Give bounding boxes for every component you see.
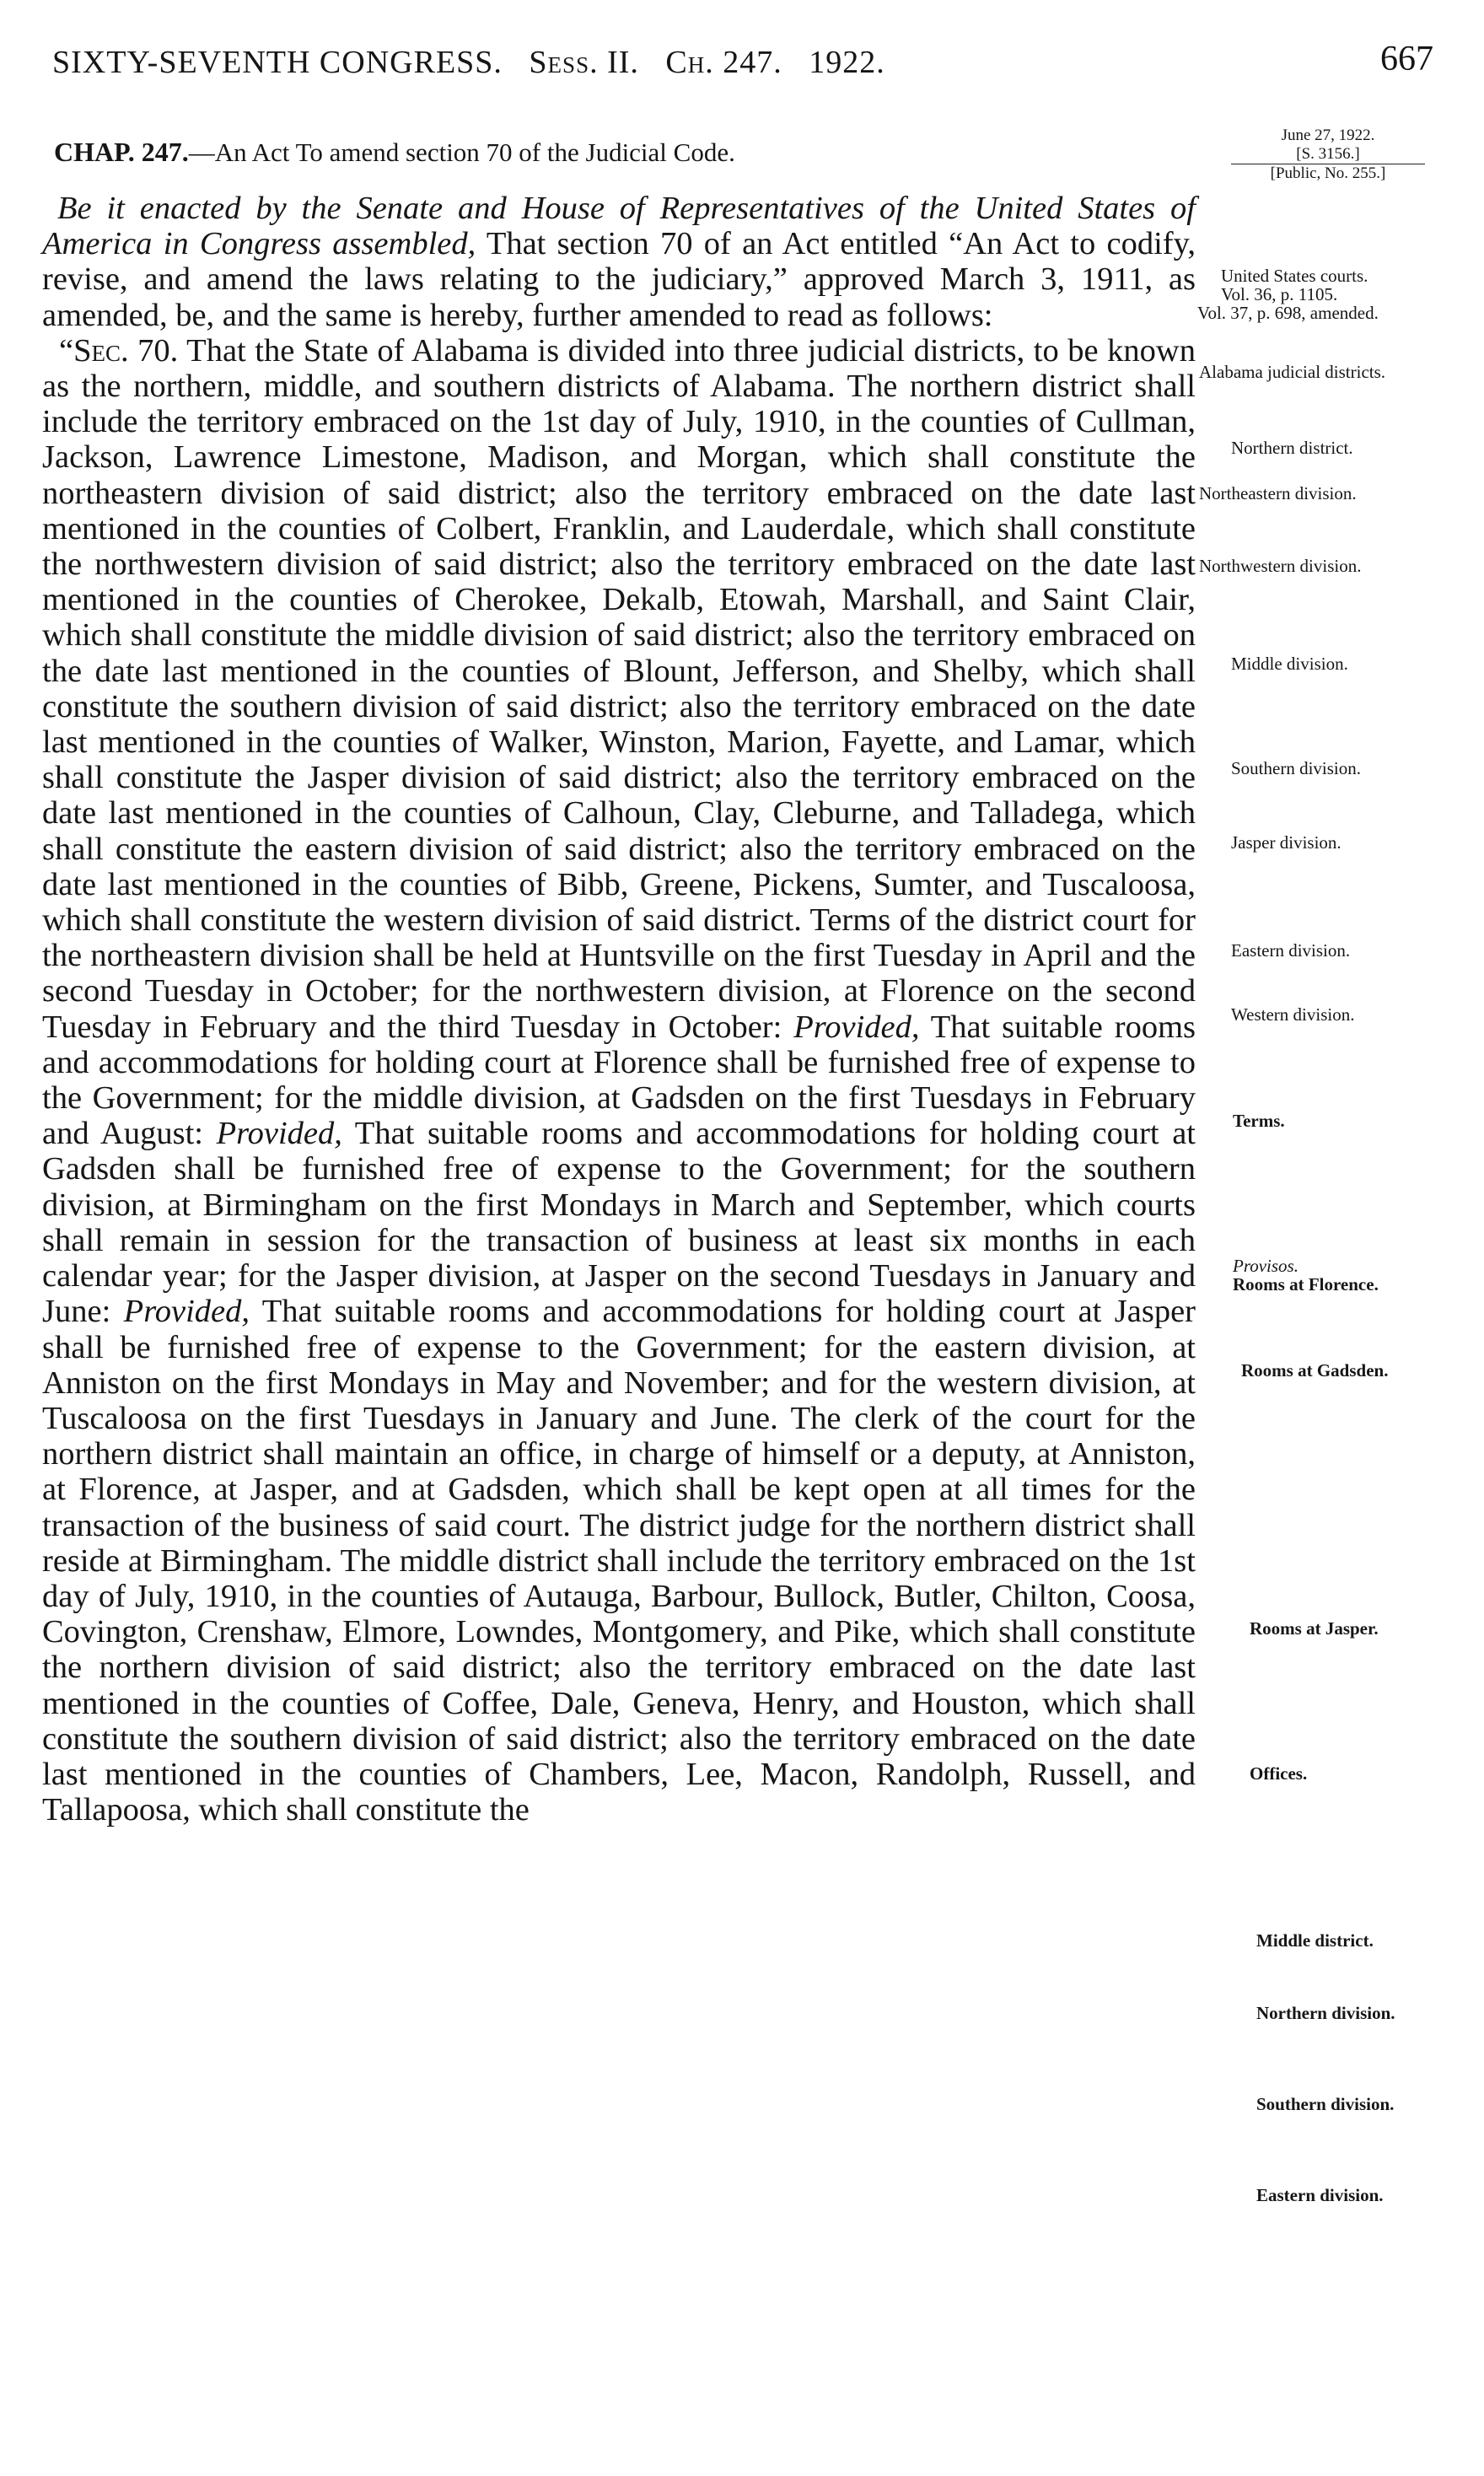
enactment-date-block — [1214, 126, 1442, 183]
running-head — [52, 44, 1191, 81]
proviso-1: Provided, — [793, 1009, 920, 1045]
chapter-title-text: —An Act To amend section 70 of the Judicial Code. — [188, 137, 735, 167]
margin-note-eastern-division-2: Eastern division. — [1256, 2185, 1384, 2205]
statute-body — [42, 191, 1196, 1827]
margin-note-northern-division: Northern division. — [1256, 2003, 1395, 2023]
margin-note-middle-division: Middle division. — [1231, 654, 1348, 674]
enacting-clause-rest: That section 70 of an Act entitled “An Act to codify, revise, and amend the laws relating to the judiciary,” approved March 3, 1911, as amended, be, and the same is hereby, further amended to read as follows: — [42, 226, 1196, 333]
margin-note-us-courts: United States courts. — [1221, 266, 1368, 286]
section-text-part-3: That suitable rooms and accommodations for holding court at Gadsden shall be furnished free of expense to the Government; for the southern division, at Birmingham on the first Mondays in March and September, which courts shall remain in session for the transaction of business at least six months in each calendar year; for the Jasper division, at Jasper on the second Tuesdays in January and June: — [42, 1116, 1196, 1330]
margin-note-southern-division: Southern division. — [1231, 758, 1362, 778]
margin-note-northern-district: Northern district. — [1231, 438, 1353, 458]
margin-note-offices: Offices. — [1250, 1763, 1308, 1784]
margin-note-terms: Terms. — [1233, 1111, 1285, 1131]
margin-note-vol-36: Vol. 36, p. 1105. — [1221, 284, 1338, 304]
margin-note-jasper-division: Jasper division. — [1231, 832, 1342, 853]
margin-note-rooms-gadsden: Rooms at Gadsden. — [1241, 1360, 1389, 1381]
enactment-date: June 27, 1922. — [1281, 126, 1375, 144]
section-70 — [42, 333, 1196, 1828]
section-text-part-2: That suitable rooms and accommodations for holding court at Florence shall be furnished free of expense to the Government; for the middle division, at Gadsden on the first Tuesdays in February and August: — [42, 1009, 1196, 1152]
enacting-clause — [42, 191, 1196, 333]
chapter-label: CHAP. 247. — [54, 137, 189, 167]
margin-note-western-division: Western division. — [1231, 1004, 1355, 1025]
margin-note-rooms-florence: Rooms at Florence. — [1233, 1274, 1379, 1295]
senate-bill-number: [S. 3156.] — [1296, 145, 1360, 163]
running-head-chapter: Ch. 247. — [665, 45, 782, 80]
running-head-session: Sess. II. — [529, 45, 639, 80]
margin-note-northwestern: Northwestern division. — [1199, 556, 1362, 576]
margin-note-alabama: Alabama judicial districts. — [1199, 362, 1386, 382]
margin-note-northeastern: Northeastern division. — [1199, 483, 1357, 503]
chapter-heading — [54, 137, 1150, 168]
margin-note-rooms-jasper: Rooms at Jasper. — [1250, 1618, 1379, 1639]
page-number: 667 — [1380, 40, 1433, 78]
margin-note-provisos: Provisos. — [1233, 1256, 1298, 1276]
margin-note-eastern-division: Eastern division. — [1231, 940, 1351, 961]
section-text-part-4: That suitable rooms and accommodations for holding court at Jasper shall be furnished free of expense to the Government; for the eastern division, at Anniston on the first Mondays in May and November; and for the western division, at Tuscaloosa on the first Tuesdays in January and June. The clerk of the court for the northern district shall maintain an office, in charge of himself or a deputy, at Anniston, at Florence, at Jasper, and at Gadsden, which shall be kept open at all times for the transaction of the business of said court. The district judge for the northern district shall reside at Birmingham. The middle district shall include the territory embraced on the 1st day of July, 1910, in the counties of Autauga, Barbour, Bullock, Butler, Chilton, Coosa, Covington, Crenshaw, Elmore, Lowndes, Montgomery, and Pike, which shall constitute the northern division of said district; also the territory embraced on the date last mentioned in the counties of Coffee, Dale, Geneva, Henry, and Houston, which shall constitute the southern division of said district; also the territory embraced on the date last mentioned in the counties of Chambers, Lee, Macon, Randolph, Russell, and Tallapoosa, which shall constitute the — [42, 1294, 1196, 1828]
public-law-number: [Public, No. 255.] — [1270, 164, 1386, 182]
margin-note-middle-district: Middle district. — [1256, 1930, 1374, 1951]
running-head-year: 1922. — [809, 45, 885, 80]
enacting-clause-italic: Be it enacted by the Senate and House of Representatives of the United States of America in Congress assembled, — [42, 191, 1196, 262]
margin-note-vol-37: Vol. 37, p. 698, amended. — [1197, 303, 1379, 323]
proviso-3: Provided, — [123, 1294, 250, 1330]
running-head-congress: SIXTY-SEVENTH CONGRESS. — [52, 45, 503, 80]
section-text-part-1: That the State of Alabama is divided into three judicial districts, to be known as the northern, middle, and southern districts of Alabama. The northern district shall include the territory embraced on the 1st day of July, 1910, in the counties of Cullman, Jackson, Lawrence Limestone, Madison, and Morgan, which shall constitute the northeastern division of said district; also the territory embraced on the date last mentioned in the counties of Colbert, Franklin, and Lauderdale, which shall constitute the northwestern division of said district; also the territory embraced on the date last mentioned in the counties of Cherokee, Dekalb, Etowah, Marshall, and Saint Clair, which shall constitute the middle division of said district; also the territory embraced on the date last mentioned in the counties of Blount, Jefferson, and Shelby, which shall constitute the southern division of said district; also the territory embraced on the date last mentioned in the counties of Walker, Winston, Marion, Fayette, and Lamar, which shall constitute the Jasper division of said district; also the territory embraced on the date last mentioned in the counties of Calhoun, Clay, Cleburne, and Talladega, which shall constitute the eastern division of said district; also the territory embraced on the date last mentioned in the counties of Bibb, Greene, Pickens, Sumter, and Tuscaloosa, which shall constitute the western division of said district. Terms of the district court for the northeastern division shall be held at Huntsville on the first Tuesday in April and the second Tuesday in October; for the northwestern division, at Florence on the second Tuesday in February and the third Tuesday in October: — [42, 332, 1196, 1045]
margin-note-southern-division-2: Southern division. — [1256, 2094, 1395, 2114]
proviso-2: Provided, — [216, 1116, 342, 1152]
section-label: “Sec. 70. — [59, 332, 179, 369]
